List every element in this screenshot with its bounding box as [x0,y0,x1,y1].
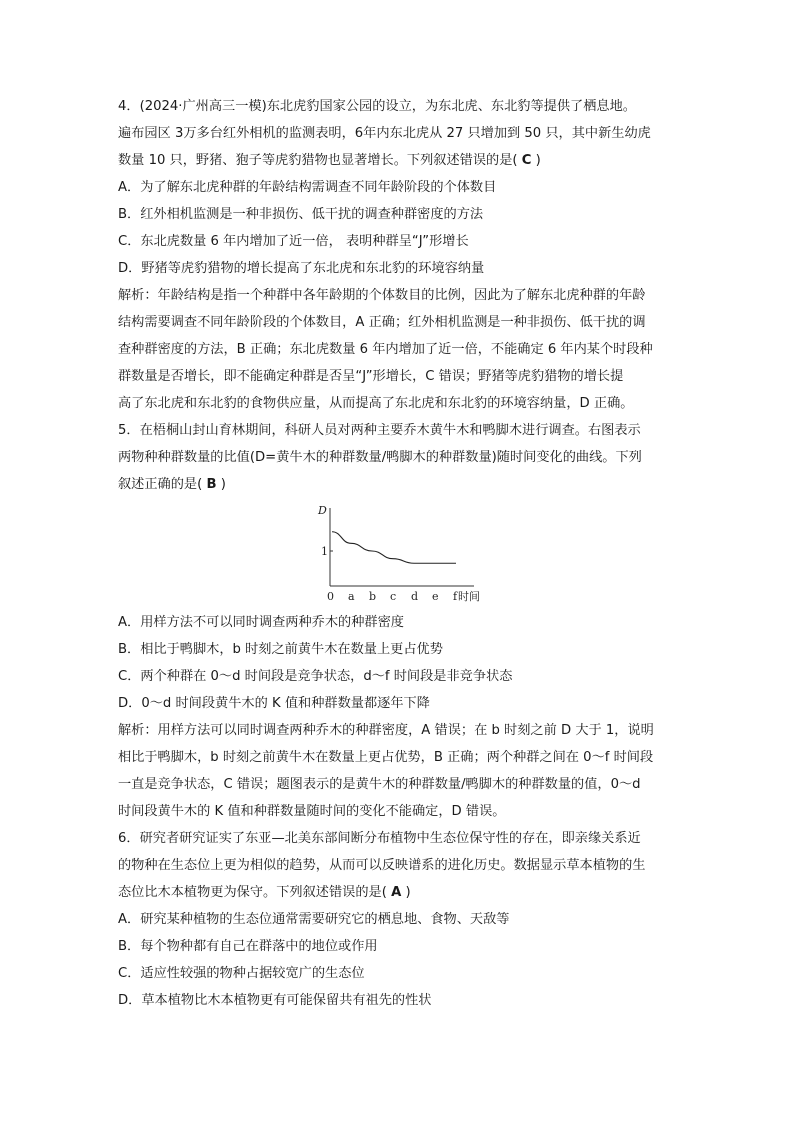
d-ratio-chart-svg [314,500,479,610]
q4-option-b: B．红外相机监测是一种非损伤、低干扰的调查种群密度的方法 [118,207,484,222]
q5-option-c: C．两个种群在 0～d 时间段是竞争状态，d～f 时间段是非竞争状态 [118,669,513,684]
q6-stem-close: ) [405,885,411,900]
q4-stem-close: ) [535,153,541,168]
q5-stem-line-1: 5．在梧桐山封山育林期间，科研人员对两种主要乔木黄牛木和鸭脚木进行调查。右图表示 [118,423,641,438]
q4-analysis-line-4: 群数量是否增长，即不能确定种群是否呈“J”形增长，C 错误；野猪等虎豹猎物的增长提 [118,369,624,384]
q4-analysis-line-2: 结构需要调查不同年龄阶段的个体数目，A 正确；红外相机监测是一种非损伤、低干扰的调 [118,315,646,330]
q5-stem-line-2: 两物种种群数量的比值(D=黄牛木的种群数量/鸭脚木的种群数量)随时间变化的曲线。下列 [118,450,642,465]
y-axis-label: D [318,504,327,517]
q4-analysis-line-5: 高了东北虎和东北豹的食物供应量，从而提高了东北虎和东北豹的环境容纳量，D 正确。 [118,396,634,411]
q4-answer: C [521,153,532,168]
q4-stem-line-1: 4．(2024·广州高三一模)东北虎豹国家公园的设立，为东北虎、东北豹等提供了栖息地。 [118,99,636,114]
x-tick-label-f: f [453,590,458,603]
q5-analysis-line-3: 一直是竞争状态，C 错误；题图表示的是黄牛木的种群数量/鸭脚木的种群数量的值，0～d [118,777,641,792]
q4-analysis-line-1: 解析：年龄结构是指一个种群中各年龄期的个体数目的比例，因此为了解东北虎种群的年龄 [118,288,646,303]
q4-option-d: D．野猪等虎豹猎物的增长提高了东北虎和东北豹的环境容纳量 [118,261,485,276]
d-ratio-curve [332,532,456,564]
q5-option-d: D．0～d 时间段黄牛木的 K 值和种群数量都逐年下降 [118,696,430,711]
d-ratio-chart [314,500,479,610]
x-tick-label-b: b [369,590,377,603]
q6-stem-text: 态位比木本植物更为保守。下列叙述错误的是( [118,885,387,900]
q6-option-c: C．适应性较强的物种占据较宽广的生态位 [118,966,365,981]
q5-stem-line-3 [118,476,678,494]
x-tick-label-e: e [432,590,439,603]
q5-stem-text: 叙述正确的是( [118,477,203,492]
q6-stem-line-1: 6．研究者研究证实了东亚—北美东部间断分布植物中生态位保守性的存在，即亲缘关系近 [118,831,641,846]
q5-option-a: A．用样方法不可以同时调查两种乔木的种群密度 [118,615,404,630]
q4-stem-line-2: 遍布园区 3万多台红外相机的监测表明，6年内东北虎从 27 只增加到 50 只，其中新生幼虎 [118,126,651,141]
x-tick-label-a: a [348,590,355,603]
q4-option-a: A．为了解东北虎种群的年龄结构需调查不同年龄阶段的个体数目 [118,180,497,195]
x-tick-label-d: d [411,590,419,603]
q5-analysis-line-2: 相比于鸭脚木，b 时刻之前黄牛木在数量上更占优势，B 正确；两个种群之间在 0～f 时间段 [118,750,654,765]
q4-stem-text: 数量 10 只，野猪、狍子等虎豹猎物也显著增长。下列叙述错误的是( [118,153,518,168]
q5-answer: B [206,477,217,492]
q6-option-b: B．每个物种都有自己在群落中的地位或作用 [118,939,378,954]
x-axis-label: 时间 [458,590,479,603]
q5-analysis-line-4: 时间段黄牛木的 K 值和种群数量随时间的变化不能确定，D 错误。 [118,804,506,819]
y-tick-label-1: 1 [321,545,328,558]
x-tick-label-0: 0 [327,590,334,603]
q4-stem-line-3 [118,152,678,170]
q5-stem-close: ) [220,477,226,492]
q6-stem-line-3 [118,884,678,902]
x-tick-label-c: c [390,590,397,603]
q5-option-b: B．相比于鸭脚木，b 时刻之前黄牛木在数量上更占优势 [118,642,443,657]
q6-stem-line-2: 的物种在生态位上更为相似的趋势，从而可以反映谱系的进化历史。数据显示草本植物的生 [118,858,646,873]
q5-analysis-line-1: 解析：用样方法可以同时调查两种乔木的种群密度，A 错误；在 b 时刻之前 D 大于 1，说明 [118,723,654,738]
q4-option-c: C．东北虎数量 6 年内增加了近一倍， 表明种群呈“J”形增长 [118,234,469,249]
q6-option-d: D．草本植物比木本植物更有可能保留共有祖先的性状 [118,993,432,1008]
q6-answer: A [391,885,402,900]
q6-option-a: A．研究某种植物的生态位通常需要研究它的栖息地、食物、天敌等 [118,912,510,927]
q4-analysis-line-3: 查种群密度的方法，B 正确；东北虎数量 6 年内增加了近一倍，不能确定 6 年内某个时段种 [118,342,653,357]
